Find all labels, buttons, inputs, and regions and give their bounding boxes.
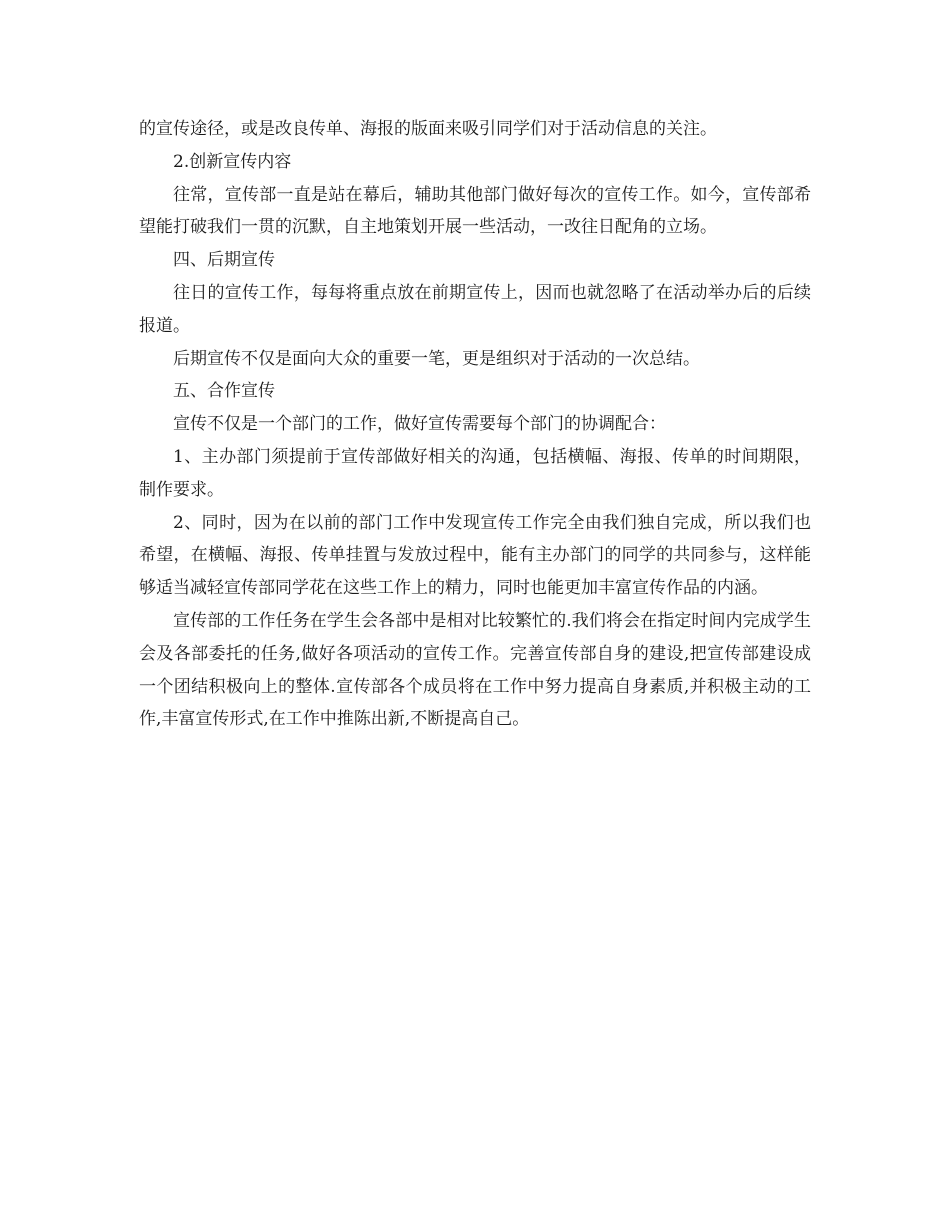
paragraph-cooperative-intro: 宣传不仅是一个部门的工作，做好宣传需要每个部门的协调配合：	[173, 414, 666, 435]
paragraph-innovative-content: 往常，宣传部一直是站在幕后，辅助其他部门做好每次的宣传工作。如今，宣传部希望能打破我们一贯的沉默，自主地策划开展一些活动，一改往日配角的立场。	[139, 184, 811, 238]
paragraph-conclusion: 宣传部的工作任务在学生会各部中是相对比较繁忙的.我们将会在指定时间内完成学生会及各部委托的任务,做好各项活动的宣传工作。完善宣传部自身的建设,把宣传部建设成一个团结积极向上的整体.宣传部各个成员将在工作中努力提高自身素质,并积极主动的工作,丰富宣传形式,在工作中推陈出新,不断提高自己。	[139, 610, 811, 730]
heading-innovative-content: 2.创新宣传内容	[173, 151, 292, 172]
list-item-2: 2、同时，因为在以前的部门工作中发现宣传工作完全由我们独自完成，所以我们也希望，在横幅、海报、传单挂置与发放过程中，能有主办部门的同学的共同参与，这样能够适当减轻宣传部同学花在这些工作上的精力，同时也能更加丰富宣传作品的内涵。	[139, 512, 811, 599]
list-item-1: 1、主办部门须提前于宣传部做好相关的沟通，包括横幅、海报、传单的时间期限，制作要求。	[139, 446, 811, 500]
paragraph-later-publicity-1: 往日的宣传工作，每每将重点放在前期宣传上，因而也就忽略了在活动举办后的后续报道。	[139, 282, 811, 336]
document-body	[139, 113, 811, 736]
heading-later-publicity: 四、后期宣传	[173, 250, 275, 271]
heading-cooperative-publicity: 五、合作宣传	[173, 381, 275, 402]
paragraph-continuation: 的宣传途径，或是改良传单、海报的版面来吸引同学们对于活动信息的关注。	[139, 119, 717, 139]
paragraph-later-publicity-2: 后期宣传不仅是面向大众的重要一笔，更是组织对于活动的一次总结。	[173, 348, 700, 369]
